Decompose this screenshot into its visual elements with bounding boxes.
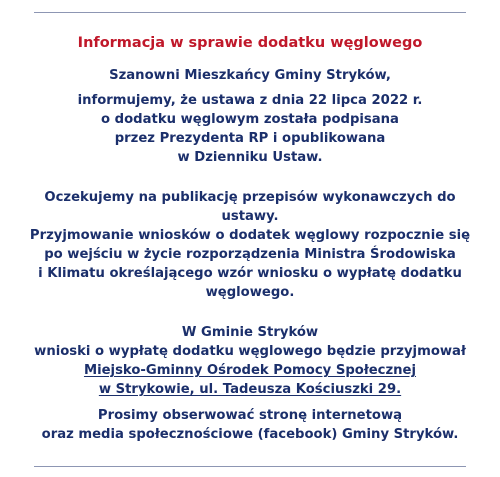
application-line: po wejściu w życie rozporządzenia Ministra Środowiska <box>44 247 456 262</box>
application-line: węglowego. <box>205 285 295 300</box>
announcement-line: o dodatku węglowym została podpisana <box>101 112 399 127</box>
announcement-line: w Dzienniku Ustaw. <box>177 150 323 165</box>
greeting-line: Szanowni Mieszkańcy Gminy Stryków, <box>109 68 391 83</box>
application-line: Przyjmowanie wniosków o dodatek węglowy rozpocznie się <box>29 228 471 243</box>
waiting-line: ustawy. <box>221 209 279 224</box>
document-title: Informacja w sprawie dodatku węglowego <box>77 35 423 51</box>
closing-paragraph <box>0 406 500 444</box>
announcement-line: informujemy, że ustawa z dnia 22 lipca 2022 r. <box>77 93 423 108</box>
office-info-line: wnioski o wypłatę dodatku węglowego będzie przyjmował <box>34 344 466 359</box>
announcement-line: przez Prezydenta RP i opublikowana <box>114 131 386 146</box>
closing-line: Prosimy obserwować stronę internetową <box>97 408 403 423</box>
application-start-paragraph <box>0 226 500 302</box>
application-line: i Klimatu określającego wzór wniosku o wypłatę dodatku <box>38 266 462 281</box>
office-address-underlined: w Strykowie, ul. Tadeusza Kościuszki 29. <box>98 382 402 397</box>
waiting-line: Oczekujemy na publikację przepisów wykonawczych do <box>44 190 456 205</box>
greeting <box>0 66 500 85</box>
bottom-divider <box>34 466 466 467</box>
announcement-paragraph <box>0 91 500 167</box>
waiting-paragraph <box>0 188 500 226</box>
top-divider <box>34 12 466 13</box>
office-info-paragraph <box>0 323 500 399</box>
office-name-underlined: Miejsko-Gminny Ośrodek Pomocy Społecznej <box>83 363 417 378</box>
office-info-line: W Gminie Stryków <box>181 325 319 340</box>
closing-line: oraz media społecznościowe (facebook) Gminy Stryków. <box>41 427 459 442</box>
